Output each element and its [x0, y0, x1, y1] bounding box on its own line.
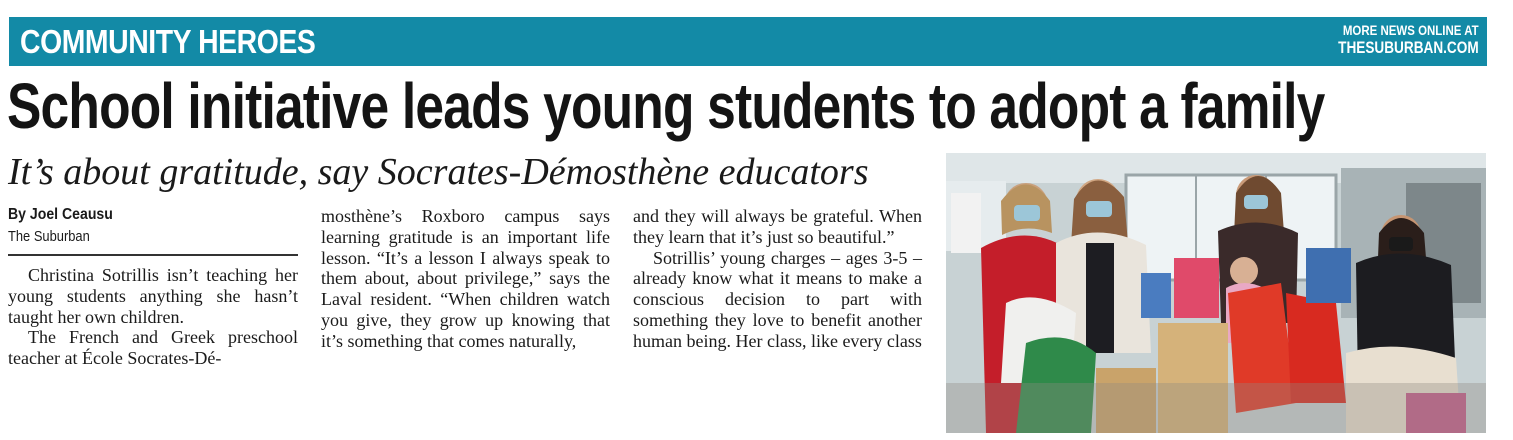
website-url: THESUBURBAN.COM: [1338, 38, 1479, 57]
article-column-3: [633, 206, 922, 352]
section-title: COMMUNITY HEROES: [20, 23, 316, 60]
more-news-link[interactable]: [1303, 22, 1479, 56]
paragraph: and they will always be grateful. When they learn that it’s just so beautiful.”: [633, 206, 922, 247]
article-column-1: [8, 265, 298, 369]
more-news-label: MORE NEWS ONLINE AT: [1343, 22, 1479, 38]
article-photo: [946, 153, 1486, 433]
paragraph: mosthène’s Roxboro campus says learning gratitude is an important life lesson. “It’s a lesson I always speak to them about, about privilege,” says the Laval resident. “When children watch you give, they grow up knowing that it’s something that comes naturally,: [321, 206, 610, 351]
byline-rule: [8, 254, 298, 256]
headline: School initiative leads young students to adopt a family: [7, 70, 1325, 142]
paragraph: Sotrillis’ young charges – ages 3-5 – already know what it means to make a conscious decision to part with something they love to benefit another human being. Her class, like every class: [633, 247, 922, 351]
outlet-name: The Suburban: [8, 228, 90, 245]
subheadline: It’s about gratitude, say Socrates-Démosthène educators: [8, 151, 869, 193]
byline: By Joel Ceausu: [8, 206, 113, 223]
paragraph: Christina Sotrillis isn’t teaching her young students anything she hasn’t taught her own children.: [8, 265, 298, 327]
paragraph: The French and Greek preschool teacher at École Socrates-Dé-: [8, 327, 298, 369]
article-column-2: [321, 206, 610, 352]
